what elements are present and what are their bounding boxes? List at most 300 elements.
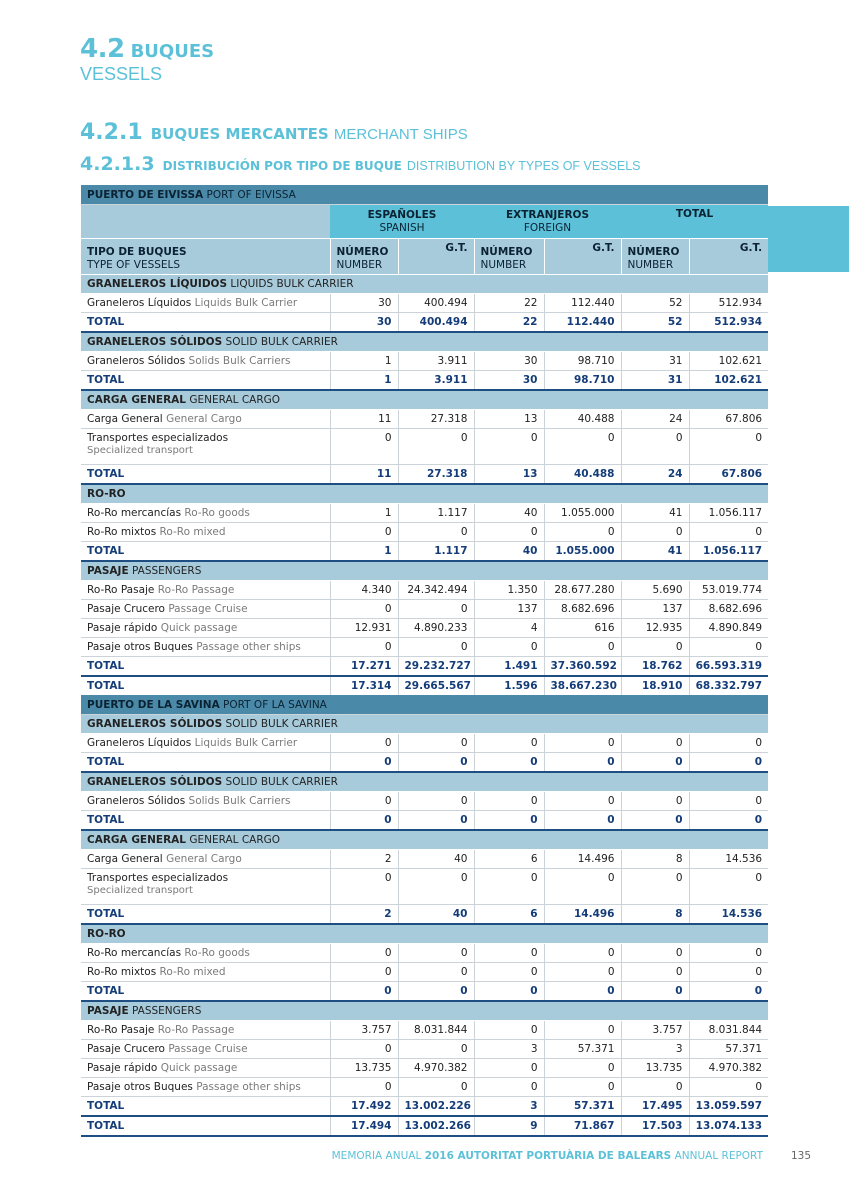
total-row — [81, 465, 768, 485]
table-cell: 27.318 — [398, 410, 474, 429]
table-cell: 98.710 — [544, 352, 621, 371]
row-label-en: Ro-Ro mixed — [159, 966, 226, 978]
table-cell: 22 — [474, 294, 544, 313]
total-cell: 0 — [474, 982, 544, 1002]
total-cell: 0 — [398, 811, 474, 831]
table-cell: 0 — [330, 963, 398, 982]
category-es: CARGA GENERAL — [87, 394, 186, 406]
port-header-row — [81, 695, 768, 715]
category-en: SOLID BULK CARRIER — [225, 336, 338, 348]
col-header-gt — [544, 239, 621, 275]
table-cell: 112.440 — [544, 294, 621, 313]
total-cell: 24 — [621, 465, 689, 485]
category-label — [81, 332, 768, 352]
table-cell: 8.682.696 — [544, 600, 621, 619]
total-cell: 8 — [621, 905, 689, 925]
table-cell: 3 — [621, 1040, 689, 1059]
table-cell: 1.350 — [474, 581, 544, 600]
table-cell: 0 — [621, 869, 689, 905]
total-cell: 0 — [544, 753, 621, 773]
table-cell: 8 — [621, 850, 689, 869]
table-cell: 0 — [330, 429, 398, 465]
col-header-type — [81, 239, 330, 275]
table-cell: 0 — [689, 1078, 768, 1097]
total-label: TOTAL — [81, 982, 330, 1002]
table-cell: 0 — [398, 638, 474, 657]
total-cell: 1.055.000 — [544, 542, 621, 562]
table-cell: 0 — [621, 944, 689, 963]
total-cell: 2 — [330, 905, 398, 925]
table-cell: 12.935 — [621, 619, 689, 638]
row-label — [81, 581, 330, 600]
table-cell: 0 — [544, 523, 621, 542]
total-label: TOTAL — [81, 676, 330, 696]
table-cell: 4 — [474, 619, 544, 638]
row-label-en: Specialized transport — [87, 885, 193, 896]
total-row — [81, 676, 768, 696]
row-label-es: Transportes especializados — [87, 872, 229, 884]
section-heading — [80, 36, 214, 83]
category-label — [81, 275, 768, 294]
table-cell: 512.934 — [689, 294, 768, 313]
table-cell: 0 — [689, 523, 768, 542]
table-cell: 52 — [621, 294, 689, 313]
category-en: GENERAL CARGO — [189, 834, 281, 846]
table-cell: 3.757 — [621, 1021, 689, 1040]
row-label-en: General Cargo — [166, 413, 242, 425]
table-cell: 30 — [474, 352, 544, 371]
total-cell: 512.934 — [689, 313, 768, 333]
category-en: GENERAL CARGO — [189, 394, 281, 406]
total-cell: 17.314 — [330, 676, 398, 696]
col-group-spanish — [330, 205, 474, 239]
port-name-en: PORT OF EIVISSA — [206, 188, 296, 201]
row-label-es: Graneleros Líquidos — [87, 737, 192, 749]
table-row — [81, 1040, 768, 1059]
total-cell: 13.074.133 — [689, 1116, 768, 1136]
total-row — [81, 313, 768, 333]
table-cell: 14.536 — [689, 850, 768, 869]
row-label-en: Quick passage — [160, 622, 238, 634]
port-name-es: PUERTO DE EIVISSA — [87, 188, 204, 201]
category-es: PASAJE — [87, 565, 129, 577]
category-label — [81, 924, 768, 944]
row-label-es: Graneleros Líquidos — [87, 297, 192, 309]
category-row — [81, 924, 768, 944]
col-header-number-es: NÚMERO — [627, 246, 680, 258]
total-cell: 0 — [474, 811, 544, 831]
row-label — [81, 410, 330, 429]
row-label-en: Ro-Ro goods — [184, 507, 250, 519]
row-label-es: Pasaje otros Buques — [87, 641, 193, 653]
total-row — [81, 542, 768, 562]
category-label — [81, 561, 768, 581]
table-cell: 616 — [544, 619, 621, 638]
row-label-en: Ro-Ro mixed — [159, 526, 226, 538]
total-cell: 17.503 — [621, 1116, 689, 1136]
total-cell: 0 — [330, 811, 398, 831]
subsubsection-number: 4.2.1.3 — [80, 153, 155, 175]
total-cell: 1 — [330, 371, 398, 391]
total-cell: 1.491 — [474, 657, 544, 677]
table-row — [81, 619, 768, 638]
table-cell: 0 — [398, 1078, 474, 1097]
savina-table — [81, 695, 768, 1137]
savina-body — [81, 715, 768, 1137]
table-cell: 0 — [544, 963, 621, 982]
row-label — [81, 352, 330, 371]
table-cell: 0 — [544, 638, 621, 657]
row-label-es: Pasaje Crucero — [87, 1043, 165, 1055]
category-es: GRANELEROS SÓLIDOS — [87, 336, 223, 348]
total-cell: 0 — [689, 753, 768, 773]
col-header-type-en: TYPE OF VESSELS — [87, 259, 181, 271]
table-cell: 4.970.382 — [398, 1059, 474, 1078]
table-row — [81, 792, 768, 811]
total-cell: 0 — [330, 982, 398, 1002]
table-cell: 0 — [330, 792, 398, 811]
table-cell: 3.911 — [398, 352, 474, 371]
category-row — [81, 561, 768, 581]
table-row — [81, 523, 768, 542]
total-cell: 40 — [398, 905, 474, 925]
category-en: PASSENGERS — [131, 565, 202, 577]
total-label: TOTAL — [81, 465, 330, 485]
table-row — [81, 638, 768, 657]
table-cell: 0 — [330, 1040, 398, 1059]
table-row — [81, 581, 768, 600]
row-label-en: Specialized transport — [87, 445, 193, 456]
section-title-es: BUQUES — [130, 41, 215, 62]
table-cell: 0 — [621, 429, 689, 465]
category-es: RO-RO — [87, 928, 126, 940]
total-cell: 52 — [621, 313, 689, 333]
row-label — [81, 869, 330, 905]
table-cell: 0 — [474, 1078, 544, 1097]
category-es: RO-RO — [87, 488, 126, 500]
subsection-title-en: MERCHANT SHIPS — [333, 126, 468, 143]
row-label-es: Pasaje otros Buques — [87, 1081, 193, 1093]
row-label-en: Passage other ships — [196, 641, 301, 653]
total-cell: 0 — [621, 753, 689, 773]
table-cell: 2 — [330, 850, 398, 869]
table-cell: 137 — [621, 600, 689, 619]
total-cell: 30 — [330, 313, 398, 333]
total-row — [81, 657, 768, 677]
table-cell: 13 — [474, 410, 544, 429]
total-cell: 18.910 — [621, 676, 689, 696]
table-cell: 0 — [474, 523, 544, 542]
table-cell: 0 — [474, 963, 544, 982]
table-cell: 4.890.233 — [398, 619, 474, 638]
table-cell: 0 — [689, 944, 768, 963]
category-label — [81, 830, 768, 850]
total-cell: 17.495 — [621, 1097, 689, 1117]
table-row — [81, 600, 768, 619]
table-row — [81, 963, 768, 982]
table-cell: 0 — [689, 792, 768, 811]
table-cell: 0 — [621, 734, 689, 753]
total-cell: 29.665.567 — [398, 676, 474, 696]
table-cell: 0 — [330, 944, 398, 963]
col-header-type-es: TIPO DE BUQUES — [87, 246, 187, 258]
col-group-spanish-en: SPANISH — [379, 221, 425, 234]
table-row — [81, 869, 768, 905]
port-name-es: PUERTO DE LA SAVINA — [87, 698, 220, 711]
table-cell: 0 — [474, 792, 544, 811]
row-label-en: General Cargo — [166, 853, 242, 865]
table-cell: 0 — [474, 734, 544, 753]
col-group-foreign — [474, 205, 621, 239]
total-cell: 68.332.797 — [689, 676, 768, 696]
table-cell: 57.371 — [689, 1040, 768, 1059]
table-cell: 0 — [474, 1059, 544, 1078]
section-title-en: VESSELS — [80, 64, 163, 84]
table-cell: 8.031.844 — [689, 1021, 768, 1040]
category-row — [81, 390, 768, 410]
row-label-es: Ro-Ro mixtos — [87, 966, 157, 978]
total-label: TOTAL — [81, 371, 330, 391]
category-en: PASSENGERS — [131, 1005, 202, 1017]
total-cell: 13 — [474, 465, 544, 485]
row-label-es: Carga General — [87, 413, 163, 425]
table-cell: 0 — [544, 944, 621, 963]
total-row — [81, 1097, 768, 1117]
footer-post: ANNUAL REPORT — [674, 1150, 763, 1162]
row-label-en: Ro-Ro Passage — [157, 1024, 235, 1036]
row-label — [81, 638, 330, 657]
table-cell: 0 — [330, 734, 398, 753]
row-label-es: Ro-Ro mixtos — [87, 526, 157, 538]
table-cell: 24 — [621, 410, 689, 429]
table-cell: 40 — [398, 850, 474, 869]
table-cell: 12.931 — [330, 619, 398, 638]
category-es: GRANELEROS LÍQUIDOS — [87, 278, 228, 290]
table-row — [81, 734, 768, 753]
total-cell: 0 — [544, 811, 621, 831]
subsection-heading — [80, 122, 468, 144]
total-cell: 102.621 — [689, 371, 768, 391]
row-label — [81, 429, 330, 465]
col-header-number-es: NÚMERO — [480, 246, 533, 258]
total-cell: 3.911 — [398, 371, 474, 391]
table-cell: 1 — [330, 504, 398, 523]
table-cell: 57.371 — [544, 1040, 621, 1059]
table-cell: 0 — [398, 600, 474, 619]
total-label: TOTAL — [81, 811, 330, 831]
row-label-en: Solids Bulk Carriers — [188, 355, 291, 367]
total-cell: 31 — [621, 371, 689, 391]
subsection-number: 4.2.1 — [80, 120, 143, 145]
total-row — [81, 811, 768, 831]
row-label-es: Pasaje rápido — [87, 622, 158, 634]
table-cell: 102.621 — [689, 352, 768, 371]
row-label-en: Quick passage — [160, 1062, 238, 1074]
row-label-es: Transportes especializados — [87, 432, 229, 444]
table-cell: 0 — [544, 734, 621, 753]
row-label-en: Liquids Bulk Carrier — [194, 297, 298, 309]
table-cell: 67.806 — [689, 410, 768, 429]
row-label — [81, 523, 330, 542]
table-cell: 4.890.849 — [689, 619, 768, 638]
eivissa-table — [81, 185, 768, 697]
row-label-en: Ro-Ro Passage — [157, 584, 235, 596]
total-cell: 14.496 — [544, 905, 621, 925]
subsubsection-title-es: DISTRIBUCIÓN POR TIPO DE BUQUE — [162, 159, 402, 173]
total-cell: 0 — [330, 753, 398, 773]
row-label — [81, 792, 330, 811]
row-label — [81, 850, 330, 869]
col-header-number-en: NUMBER — [480, 259, 527, 271]
total-label: TOTAL — [81, 905, 330, 925]
category-row — [81, 484, 768, 504]
table-cell: 0 — [544, 1059, 621, 1078]
total-cell: 71.867 — [544, 1116, 621, 1136]
total-label: TOTAL — [81, 313, 330, 333]
table-cell: 0 — [330, 869, 398, 905]
table-cell: 0 — [398, 944, 474, 963]
total-label: TOTAL — [81, 753, 330, 773]
category-label — [81, 484, 768, 504]
table-cell: 4.340 — [330, 581, 398, 600]
table-cell: 0 — [544, 869, 621, 905]
header-tab-extension — [768, 206, 849, 272]
table-cell: 0 — [621, 523, 689, 542]
total-cell: 18.762 — [621, 657, 689, 677]
total-cell: 0 — [689, 811, 768, 831]
total-cell: 40.488 — [544, 465, 621, 485]
table-cell: 40.488 — [544, 410, 621, 429]
row-label — [81, 944, 330, 963]
col-header-number — [330, 239, 398, 275]
row-label — [81, 1040, 330, 1059]
table-row — [81, 944, 768, 963]
category-label — [81, 390, 768, 410]
table-cell: 0 — [474, 429, 544, 465]
page-number: 135 — [791, 1150, 812, 1162]
table-cell: 40 — [474, 504, 544, 523]
table-cell: 1 — [330, 352, 398, 371]
table-cell: 0 — [398, 792, 474, 811]
category-en: LIQUIDS BULK CARRIER — [230, 278, 354, 290]
table-cell: 0 — [544, 1078, 621, 1097]
total-cell: 67.806 — [689, 465, 768, 485]
col-group-foreign-es: EXTRANJEROS — [505, 208, 590, 221]
table-cell: 137 — [474, 600, 544, 619]
total-cell: 14.536 — [689, 905, 768, 925]
table-cell: 0 — [474, 638, 544, 657]
column-header-row — [81, 239, 768, 275]
category-row — [81, 772, 768, 792]
col-header-gt — [398, 239, 474, 275]
table-cell: 0 — [474, 869, 544, 905]
table-cell: 4.970.382 — [689, 1059, 768, 1078]
col-header-number-es: NÚMERO — [336, 246, 389, 258]
port-name-en: PORT OF LA SAVINA — [223, 698, 327, 711]
total-cell: 9 — [474, 1116, 544, 1136]
table-cell: 0 — [398, 869, 474, 905]
total-cell: 0 — [474, 753, 544, 773]
col-header-number-en: NUMBER — [336, 259, 383, 271]
table-cell: 0 — [689, 734, 768, 753]
table-cell: 53.019.774 — [689, 581, 768, 600]
total-cell: 66.593.319 — [689, 657, 768, 677]
eivissa-body — [81, 275, 768, 697]
total-cell: 0 — [621, 811, 689, 831]
total-cell: 112.440 — [544, 313, 621, 333]
table-cell: 41 — [621, 504, 689, 523]
row-label-es: Pasaje Crucero — [87, 603, 165, 615]
table-row — [81, 1059, 768, 1078]
row-label-es: Ro-Ro Pasaje — [87, 1024, 155, 1036]
table-cell: 0 — [621, 792, 689, 811]
table-cell: 0 — [398, 429, 474, 465]
total-row — [81, 1116, 768, 1136]
category-label — [81, 1001, 768, 1021]
total-cell: 1.117 — [398, 542, 474, 562]
table-cell: 0 — [474, 1021, 544, 1040]
table-cell: 0 — [330, 600, 398, 619]
total-row — [81, 371, 768, 391]
category-es: GRANELEROS SÓLIDOS — [87, 718, 223, 730]
row-label-en: Liquids Bulk Carrier — [194, 737, 298, 749]
row-label — [81, 294, 330, 313]
total-cell: 0 — [544, 982, 621, 1002]
total-cell: 57.371 — [544, 1097, 621, 1117]
section-number: 4.2 — [80, 34, 125, 64]
total-cell: 30 — [474, 371, 544, 391]
col-header-number-en: NUMBER — [627, 259, 674, 271]
table-cell: 3.757 — [330, 1021, 398, 1040]
total-cell: 98.710 — [544, 371, 621, 391]
table-cell: 24.342.494 — [398, 581, 474, 600]
category-label — [81, 715, 768, 734]
row-label — [81, 963, 330, 982]
total-cell: 22 — [474, 313, 544, 333]
total-row — [81, 753, 768, 773]
table-row — [81, 504, 768, 523]
col-header-number — [621, 239, 689, 275]
row-label-en: Passage other ships — [196, 1081, 301, 1093]
table-cell: 30 — [330, 294, 398, 313]
total-label: TOTAL — [81, 1116, 330, 1136]
subsection-title-es: BUQUES MERCANTES — [150, 125, 329, 143]
row-label-es: Graneleros Sólidos — [87, 355, 186, 367]
table-cell: 0 — [330, 1078, 398, 1097]
table-row — [81, 294, 768, 313]
col-group-total — [621, 205, 768, 239]
total-cell: 400.494 — [398, 313, 474, 333]
category-row — [81, 830, 768, 850]
total-cell: 11 — [330, 465, 398, 485]
table-cell: 0 — [621, 1078, 689, 1097]
table-cell: 0 — [689, 429, 768, 465]
table-row — [81, 429, 768, 465]
total-cell: 13.059.597 — [689, 1097, 768, 1117]
row-label-es: Ro-Ro mercancías — [87, 507, 182, 519]
category-row — [81, 1001, 768, 1021]
row-label-en: Passage Cruise — [168, 1043, 248, 1055]
category-es: PASAJE — [87, 1005, 129, 1017]
table-cell: 5.690 — [621, 581, 689, 600]
col-header-gt — [689, 239, 768, 275]
table-cell: 13.735 — [621, 1059, 689, 1078]
col-header-gt-label: G.T. — [445, 242, 468, 254]
row-label-en: Passage Cruise — [168, 603, 248, 615]
footer-pre: MEMORIA ANUAL — [331, 1150, 422, 1162]
row-label-en: Ro-Ro goods — [184, 947, 250, 959]
category-row — [81, 332, 768, 352]
